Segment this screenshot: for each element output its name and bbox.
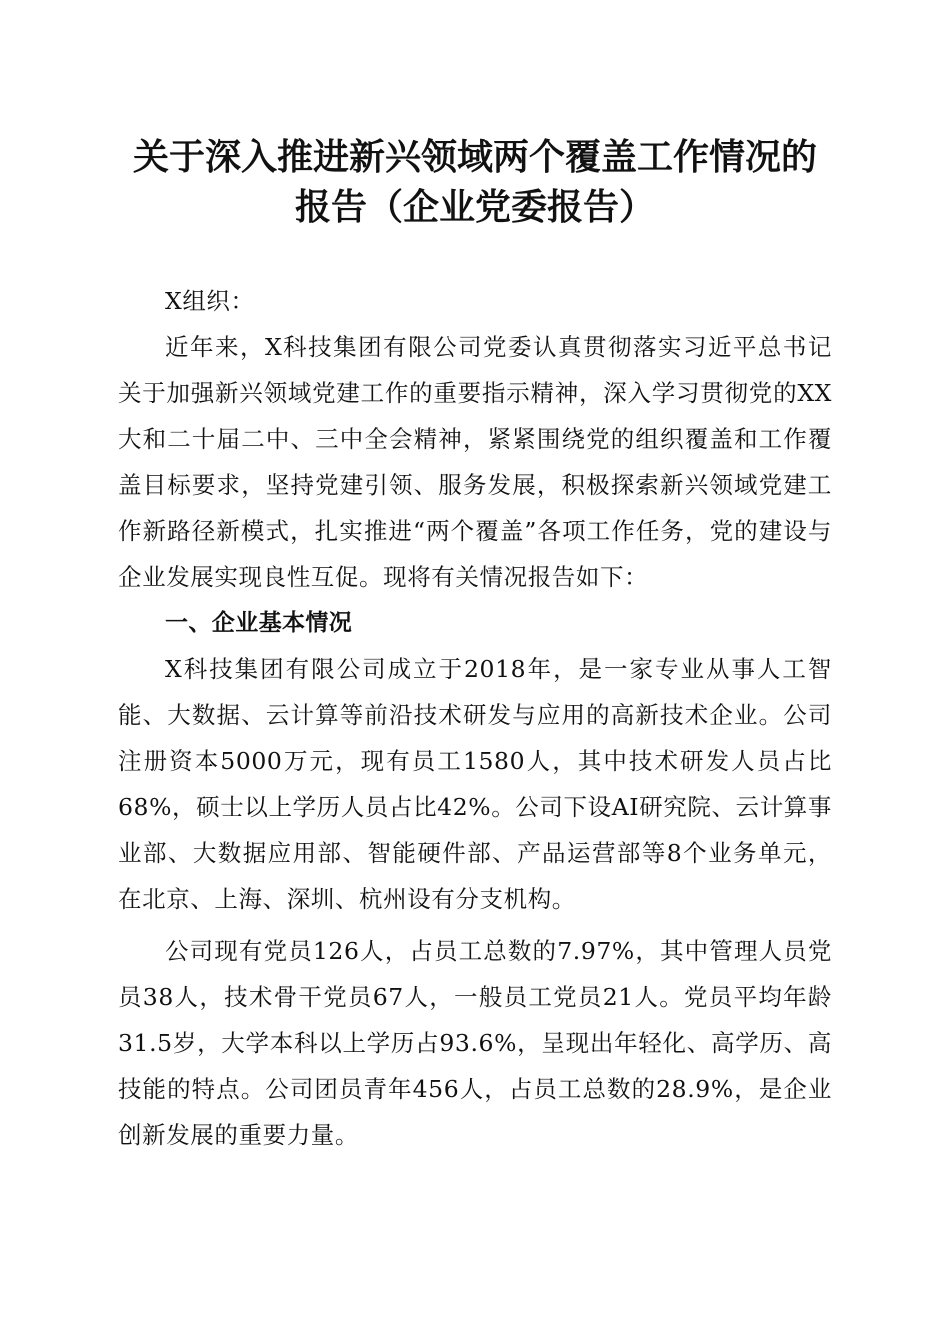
- section1-paragraph-1: X科技集团有限公司成立于2018年，是一家专业从事人工智能、大数据、云计算等前沿技术研发与应用的高新技术企业。公司注册资本5000万元，现有员工1580人，其中技术研发人员占比68%，硕士以上学历人员占比42%。公司下设AI研究院、云计算事业部、大数据应用部、智能硬件部、产品运营部等8个业务单元，在北京、上海、深圳、杭州设有分支机构。: [118, 655, 832, 913]
- document-title: 关于深入推进新兴领域两个覆盖工作情况的报告（企业党委报告）: [132, 136, 817, 228]
- salutation: X组织：: [165, 287, 255, 315]
- section1-paragraph-2: 公司现有党员126人，占员工总数的7.97%，其中管理人员党员38人，技术骨干党员67人，一般员工党员21人。党员平均年龄31.5岁，大学本科以上学历占93.6%，呈现出年轻化、高学历、高技能的特点。公司团员青年456人，占员工总数的28.9%，是企业创新发展的重要力量。: [118, 937, 832, 1149]
- document-body: [118, 278, 832, 1158]
- intro-paragraph: 近年来，X科技集团有限公司党委认真贯彻落实习近平总书记关于加强新兴领域党建工作的重要指示精神，深入学习贯彻党的XX大和二十届二中、三中全会精神，紧紧围绕党的组织覆盖和工作覆盖目标要求，坚持党建引领、服务发展，积极探索新兴领域党建工作新路径新模式，扎实推进“两个覆盖”各项工作任务，党的建设与企业发展实现良性互促。现将有关情况报告如下：: [118, 333, 832, 591]
- section-heading-1: 一、企业基本情况: [165, 610, 353, 636]
